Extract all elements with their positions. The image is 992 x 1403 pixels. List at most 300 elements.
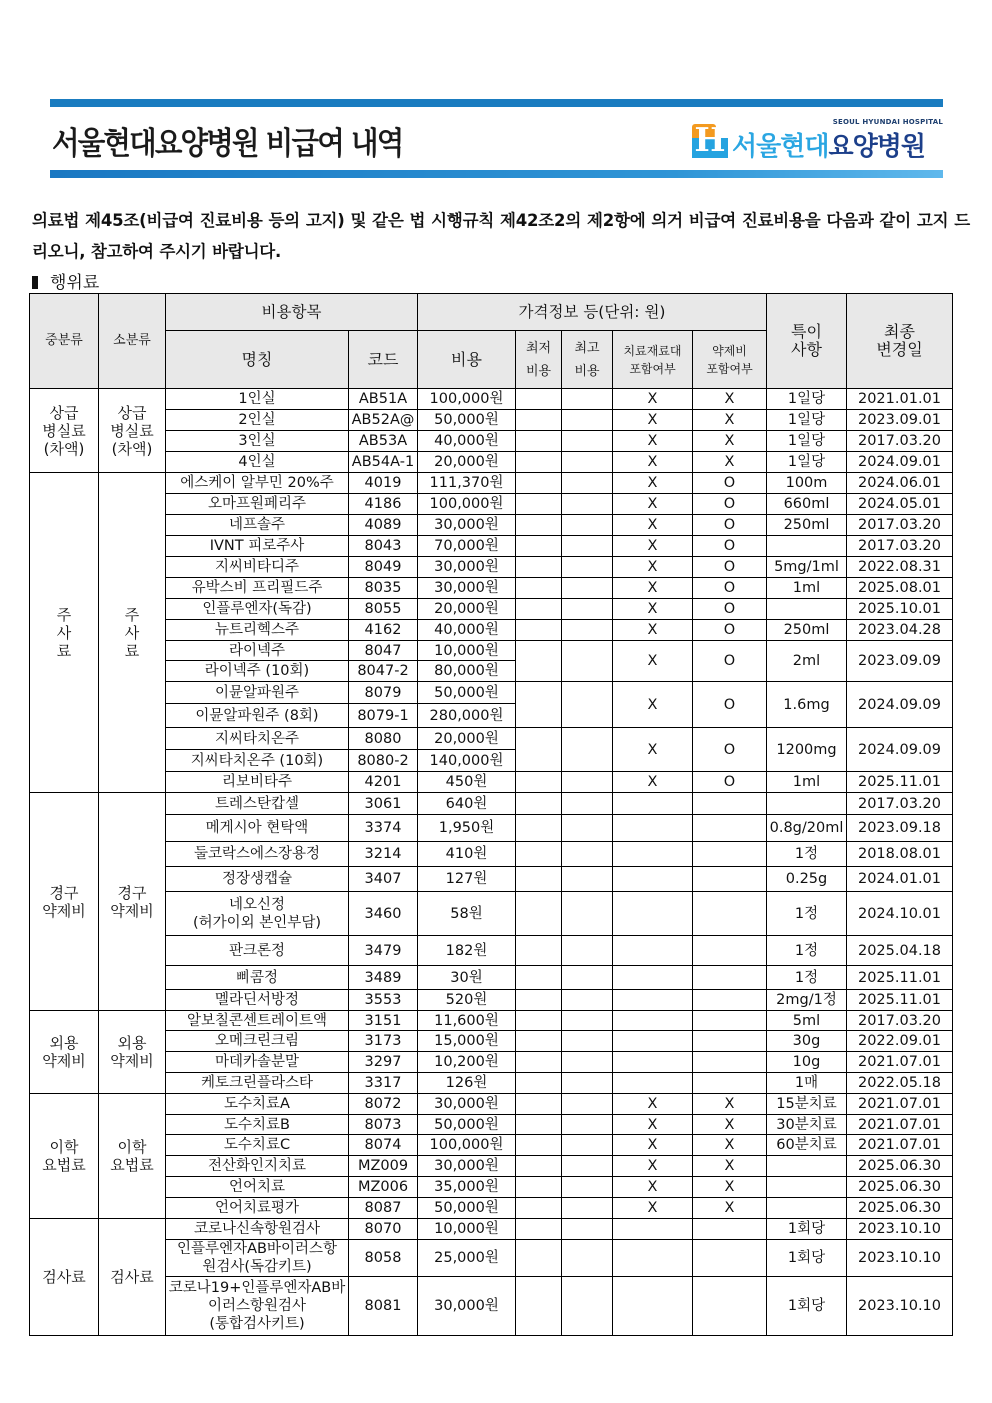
max-cost-cell [562, 494, 613, 515]
header-remarks: 특이 사항 [767, 294, 847, 389]
remark-cell: 1ml [767, 578, 847, 599]
max-cost-cell [562, 599, 613, 620]
max-cost-cell [562, 431, 613, 452]
item-code-cell: AB51A [349, 389, 418, 410]
item-name-cell: 오마프원페리주 [166, 494, 349, 515]
max-cost-cell [562, 1240, 613, 1277]
table-row [30, 1277, 953, 1336]
item-name-cell: 유박스비 프리필드주 [166, 578, 349, 599]
item-name-cell: 4인실 [166, 452, 349, 473]
min-cost-cell [516, 1240, 562, 1277]
item-code-cell: 3407 [349, 867, 418, 892]
min-cost-cell [516, 410, 562, 431]
item-code-cell: 8073 [349, 1115, 418, 1135]
table-row [30, 536, 953, 557]
last-changed-cell: 2024.09.09 [847, 682, 953, 728]
remark-cell: 1일당 [767, 431, 847, 452]
remark-cell: 60분치료 [767, 1135, 847, 1156]
item-name-cell: 도수치료A [166, 1094, 349, 1115]
remark-cell [767, 536, 847, 557]
max-cost-cell [562, 410, 613, 431]
material-included-cell: X [613, 389, 693, 410]
max-cost-cell [562, 682, 613, 728]
table-row [30, 990, 953, 1011]
item-code-cell: 3479 [349, 936, 418, 966]
drug-included-cell: O [693, 536, 767, 557]
material-included-cell: X [613, 620, 693, 641]
remark-cell: 1회당 [767, 1277, 847, 1336]
drug-included-cell: O [693, 599, 767, 620]
min-cost-cell [516, 536, 562, 557]
max-cost-cell [562, 536, 613, 557]
last-changed-cell: 2025.04.18 [847, 936, 953, 966]
item-cost-cell: 30,000원 [418, 557, 516, 578]
fee-table [29, 293, 953, 1336]
header-min-cost: 최저 비용 [516, 331, 562, 389]
item-name-cell: 이뮨알파원주 (8회) [166, 704, 349, 728]
material-included-cell [613, 842, 693, 867]
item-name-cell: 멜라딘서방정 [166, 990, 349, 1011]
item-cost-cell: 15,000원 [418, 1031, 516, 1052]
min-cost-cell [516, 842, 562, 867]
mid-category-cell: 외용 약제비 [30, 1011, 99, 1094]
item-code-cell: 8087 [349, 1198, 418, 1219]
item-cost-cell: 50,000원 [418, 1115, 516, 1135]
drug-included-cell: O [693, 641, 767, 682]
drug-included-cell: O [693, 772, 767, 793]
drug-included-cell: X [693, 431, 767, 452]
last-changed-cell: 2021.07.01 [847, 1115, 953, 1135]
item-cost-cell: 30,000원 [418, 1094, 516, 1115]
item-code-cell: 8035 [349, 578, 418, 599]
table-row [30, 1073, 953, 1094]
last-changed-cell: 2023.10.10 [847, 1240, 953, 1277]
item-cost-cell: 1,950원 [418, 815, 516, 842]
remark-cell: 2mg/1정 [767, 990, 847, 1011]
drug-included-cell [693, 1277, 767, 1336]
logo-english-text: SEOUL HYUNDAI HOSPITAL [832, 118, 943, 126]
remark-cell: 1회당 [767, 1219, 847, 1240]
item-cost-cell: 126원 [418, 1073, 516, 1094]
item-code-cell: MZ006 [349, 1177, 418, 1198]
item-code-cell: 3317 [349, 1073, 418, 1094]
header-bottom-bar [50, 170, 943, 178]
last-changed-cell: 2025.08.01 [847, 578, 953, 599]
drug-included-cell [693, 892, 767, 936]
mid-category-cell: 경구 약제비 [30, 793, 99, 1011]
mid-category-cell: 주 사 료 [30, 473, 99, 793]
last-changed-cell: 2024.10.01 [847, 892, 953, 936]
table-row [30, 728, 953, 750]
drug-included-cell [693, 842, 767, 867]
min-cost-cell [516, 599, 562, 620]
item-name-cell: 지씨타치온주 [166, 728, 349, 750]
table-row [30, 494, 953, 515]
item-cost-cell: 10,000원 [418, 641, 516, 661]
min-cost-cell [516, 452, 562, 473]
drug-included-cell [693, 1219, 767, 1240]
item-name-cell: 코로나신속항원검사 [166, 1219, 349, 1240]
min-cost-cell [516, 1073, 562, 1094]
remark-cell: 2ml [767, 641, 847, 682]
item-code-cell: 8047 [349, 641, 418, 661]
drug-included-cell: O [693, 557, 767, 578]
material-included-cell: X [613, 1115, 693, 1135]
table-row [30, 1094, 953, 1115]
item-name-cell: 에스케이 알부민 20%주 [166, 473, 349, 494]
item-code-cell: 4186 [349, 494, 418, 515]
max-cost-cell [562, 389, 613, 410]
remark-cell: 1매 [767, 1073, 847, 1094]
min-cost-cell [516, 1094, 562, 1115]
last-changed-cell: 2025.06.30 [847, 1156, 953, 1177]
remark-cell [767, 1198, 847, 1219]
last-changed-cell: 2023.09.01 [847, 410, 953, 431]
item-name-cell: 전산화인지치료 [166, 1156, 349, 1177]
header-mid-category: 중분류 [30, 294, 99, 389]
remark-cell: 30g [767, 1031, 847, 1052]
item-cost-cell: 100,000원 [418, 389, 516, 410]
max-cost-cell [562, 867, 613, 892]
min-cost-cell [516, 867, 562, 892]
item-cost-cell: 410원 [418, 842, 516, 867]
table-row [30, 431, 953, 452]
item-name-cell: 코로나19+인플루엔자AB바 이러스항원검사 (통합검사키트) [166, 1277, 349, 1336]
material-included-cell: X [613, 410, 693, 431]
item-code-cell: AB53A [349, 431, 418, 452]
drug-included-cell: X [693, 1135, 767, 1156]
sub-category-cell: 검사료 [99, 1219, 166, 1336]
drug-included-cell [693, 1031, 767, 1052]
material-included-cell: X [613, 452, 693, 473]
max-cost-cell [562, 1052, 613, 1073]
item-cost-cell: 11,600원 [418, 1011, 516, 1031]
remark-cell: 1정 [767, 966, 847, 990]
item-code-cell: 8049 [349, 557, 418, 578]
last-changed-cell: 2024.06.01 [847, 473, 953, 494]
material-included-cell [613, 892, 693, 936]
table-row [30, 815, 953, 842]
remark-cell [767, 793, 847, 815]
min-cost-cell [516, 1177, 562, 1198]
drug-included-cell [693, 936, 767, 966]
header-last-changed: 최종 변경일 [847, 294, 953, 389]
remark-cell: 15분치료 [767, 1094, 847, 1115]
item-cost-cell: 80,000원 [418, 661, 516, 682]
table-row [30, 389, 953, 410]
item-name-cell: 3인실 [166, 431, 349, 452]
item-code-cell: 8043 [349, 536, 418, 557]
material-included-cell [613, 815, 693, 842]
remark-cell: 1일당 [767, 452, 847, 473]
item-cost-cell: 100,000원 [418, 494, 516, 515]
material-included-cell [613, 867, 693, 892]
material-included-cell: X [613, 494, 693, 515]
min-cost-cell [516, 1011, 562, 1031]
hospital-logo [690, 118, 945, 162]
item-code-cell: 8047-2 [349, 661, 418, 682]
max-cost-cell [562, 1135, 613, 1156]
max-cost-cell [562, 1219, 613, 1240]
table-row [30, 641, 953, 661]
min-cost-cell [516, 515, 562, 536]
material-included-cell: X [613, 1198, 693, 1219]
header-top-bar [50, 99, 943, 107]
max-cost-cell [562, 557, 613, 578]
item-code-cell: 3297 [349, 1052, 418, 1073]
min-cost-cell [516, 1135, 562, 1156]
last-changed-cell: 2022.05.18 [847, 1073, 953, 1094]
item-cost-cell: 30,000원 [418, 578, 516, 599]
remark-cell: 0.25g [767, 867, 847, 892]
header-cost-item: 비용항목 [166, 294, 418, 331]
last-changed-cell: 2017.03.20 [847, 431, 953, 452]
item-cost-cell: 35,000원 [418, 1177, 516, 1198]
material-included-cell: X [613, 578, 693, 599]
drug-included-cell [693, 793, 767, 815]
table-row [30, 578, 953, 599]
item-cost-cell: 58원 [418, 892, 516, 936]
min-cost-cell [516, 815, 562, 842]
material-included-cell [613, 1052, 693, 1073]
last-changed-cell: 2018.08.01 [847, 842, 953, 867]
min-cost-cell [516, 641, 562, 682]
min-cost-cell [516, 578, 562, 599]
min-cost-cell [516, 682, 562, 728]
table-row [30, 1031, 953, 1052]
table-row [30, 1135, 953, 1156]
item-name-cell: 도수치료B [166, 1115, 349, 1135]
table-row [30, 936, 953, 966]
item-code-cell: 3151 [349, 1011, 418, 1031]
max-cost-cell [562, 1031, 613, 1052]
table-row [30, 1198, 953, 1219]
max-cost-cell [562, 1011, 613, 1031]
drug-included-cell: O [693, 728, 767, 772]
item-code-cell: 3214 [349, 842, 418, 867]
item-cost-cell: 30원 [418, 966, 516, 990]
min-cost-cell [516, 494, 562, 515]
material-included-cell [613, 990, 693, 1011]
material-included-cell [613, 1011, 693, 1031]
item-name-cell: 지씨타치온주 (10회) [166, 750, 349, 772]
table-row [30, 867, 953, 892]
item-code-cell: 3553 [349, 990, 418, 1011]
table-row [30, 515, 953, 536]
drug-included-cell: X [693, 1177, 767, 1198]
item-name-cell: 메게시아 현탁액 [166, 815, 349, 842]
item-code-cell: 3374 [349, 815, 418, 842]
mid-category-cell: 상급 병실료 (차액) [30, 389, 99, 473]
item-code-cell: 8081 [349, 1277, 418, 1336]
max-cost-cell [562, 966, 613, 990]
drug-included-cell: X [693, 1094, 767, 1115]
last-changed-cell: 2017.03.20 [847, 515, 953, 536]
drug-included-cell: X [693, 452, 767, 473]
remark-cell: 1ml [767, 772, 847, 793]
item-code-cell: AB54A-1 [349, 452, 418, 473]
last-changed-cell: 2025.11.01 [847, 990, 953, 1011]
item-code-cell: 8070 [349, 1219, 418, 1240]
min-cost-cell [516, 1052, 562, 1073]
max-cost-cell [562, 641, 613, 682]
min-cost-cell [516, 1219, 562, 1240]
remark-cell [767, 599, 847, 620]
mid-category-cell: 검사료 [30, 1219, 99, 1336]
max-cost-cell [562, 728, 613, 772]
remark-cell: 1일당 [767, 389, 847, 410]
material-included-cell [613, 936, 693, 966]
item-name-cell: 리보비타주 [166, 772, 349, 793]
header-name: 명칭 [166, 331, 349, 389]
item-cost-cell: 280,000원 [418, 704, 516, 728]
material-included-cell: X [613, 557, 693, 578]
material-included-cell: X [613, 1094, 693, 1115]
drug-included-cell: X [693, 1156, 767, 1177]
bullet-square-icon [32, 276, 38, 289]
item-cost-cell: 20,000원 [418, 728, 516, 750]
drug-included-cell [693, 990, 767, 1011]
material-included-cell [613, 1031, 693, 1052]
max-cost-cell [562, 452, 613, 473]
material-included-cell: X [613, 599, 693, 620]
item-code-cell: 8072 [349, 1094, 418, 1115]
remark-cell [767, 1156, 847, 1177]
material-included-cell: X [613, 1135, 693, 1156]
item-name-cell: 둘코락스에스장용정 [166, 842, 349, 867]
logo-korean-part1: 서울현대 [732, 132, 829, 162]
table-row [30, 966, 953, 990]
table-row [30, 1156, 953, 1177]
drug-included-cell [693, 867, 767, 892]
drug-included-cell: X [693, 410, 767, 431]
drug-included-cell [693, 1240, 767, 1277]
table-row [30, 452, 953, 473]
material-included-cell [613, 793, 693, 815]
remark-cell: 1정 [767, 892, 847, 936]
item-code-cell: 8080 [349, 728, 418, 750]
header-material-included: 치료재료대 포함여부 [613, 331, 693, 389]
material-included-cell [613, 1277, 693, 1336]
min-cost-cell [516, 557, 562, 578]
fee-table-body [30, 389, 953, 1336]
item-name-cell: 삐콤정 [166, 966, 349, 990]
item-name-cell: 네오신정 (허가이외 본인부담) [166, 892, 349, 936]
material-included-cell: X [613, 641, 693, 682]
material-included-cell [613, 1219, 693, 1240]
material-included-cell: X [613, 431, 693, 452]
item-code-cell: 8079-1 [349, 704, 418, 728]
min-cost-cell [516, 966, 562, 990]
material-included-cell: X [613, 536, 693, 557]
header-code: 코드 [349, 331, 418, 389]
remark-cell: 1일당 [767, 410, 847, 431]
item-name-cell: 도수치료C [166, 1135, 349, 1156]
last-changed-cell: 2023.04.28 [847, 620, 953, 641]
table-row [30, 793, 953, 815]
item-cost-cell: 50,000원 [418, 410, 516, 431]
remark-cell: 250ml [767, 620, 847, 641]
item-name-cell: IVNT 피로주사 [166, 536, 349, 557]
material-included-cell: X [613, 1156, 693, 1177]
item-code-cell: 4201 [349, 772, 418, 793]
item-cost-cell: 520원 [418, 990, 516, 1011]
item-cost-cell: 40,000원 [418, 431, 516, 452]
item-code-cell: 8058 [349, 1240, 418, 1277]
item-cost-cell: 111,370원 [418, 473, 516, 494]
item-name-cell: 판크론정 [166, 936, 349, 966]
last-changed-cell: 2017.03.20 [847, 536, 953, 557]
max-cost-cell [562, 620, 613, 641]
item-code-cell: 3489 [349, 966, 418, 990]
last-changed-cell: 2025.06.30 [847, 1177, 953, 1198]
table-row [30, 473, 953, 494]
drug-included-cell: O [693, 682, 767, 728]
max-cost-cell [562, 578, 613, 599]
remark-cell: 5ml [767, 1011, 847, 1031]
material-included-cell [613, 1073, 693, 1094]
max-cost-cell [562, 990, 613, 1011]
table-row [30, 1115, 953, 1135]
item-name-cell: 라이넥주 (10회) [166, 661, 349, 682]
last-changed-cell: 2025.11.01 [847, 772, 953, 793]
drug-included-cell [693, 966, 767, 990]
item-name-cell: 정장생캡슐 [166, 867, 349, 892]
item-cost-cell: 20,000원 [418, 452, 516, 473]
drug-included-cell: X [693, 1198, 767, 1219]
item-cost-cell: 140,000원 [418, 750, 516, 772]
item-name-cell: 네프솔주 [166, 515, 349, 536]
last-changed-cell: 2025.11.01 [847, 966, 953, 990]
remark-cell: 660ml [767, 494, 847, 515]
drug-included-cell: O [693, 473, 767, 494]
item-cost-cell: 50,000원 [418, 1198, 516, 1219]
item-code-cell: 8079 [349, 682, 418, 704]
min-cost-cell [516, 990, 562, 1011]
drug-included-cell: O [693, 620, 767, 641]
logo-korean-text [732, 126, 925, 163]
item-name-cell: 2인실 [166, 410, 349, 431]
max-cost-cell [562, 515, 613, 536]
item-cost-cell: 30,000원 [418, 1156, 516, 1177]
table-row [30, 1052, 953, 1073]
header-drug-included: 약제비 포함여부 [693, 331, 767, 389]
table-row [30, 599, 953, 620]
item-code-cell: 3061 [349, 793, 418, 815]
material-included-cell: X [613, 682, 693, 728]
max-cost-cell [562, 936, 613, 966]
page-title: 서울현대요양병원 비급여 내역 [52, 126, 403, 162]
item-code-cell: 8055 [349, 599, 418, 620]
last-changed-cell: 2023.09.18 [847, 815, 953, 842]
remark-cell: 1200mg [767, 728, 847, 772]
item-name-cell: 뉴트리헥스주 [166, 620, 349, 641]
table-row [30, 620, 953, 641]
max-cost-cell [562, 892, 613, 936]
last-changed-cell: 2017.03.20 [847, 793, 953, 815]
item-code-cell: MZ009 [349, 1156, 418, 1177]
table-row [30, 410, 953, 431]
max-cost-cell [562, 1115, 613, 1135]
item-cost-cell: 30,000원 [418, 515, 516, 536]
item-name-cell: 라이넥주 [166, 641, 349, 661]
drug-included-cell: O [693, 515, 767, 536]
item-code-cell: 3173 [349, 1031, 418, 1052]
item-code-cell: 4162 [349, 620, 418, 641]
item-code-cell: AB52A@ [349, 410, 418, 431]
item-name-cell: 오메크린크림 [166, 1031, 349, 1052]
table-row [30, 892, 953, 936]
